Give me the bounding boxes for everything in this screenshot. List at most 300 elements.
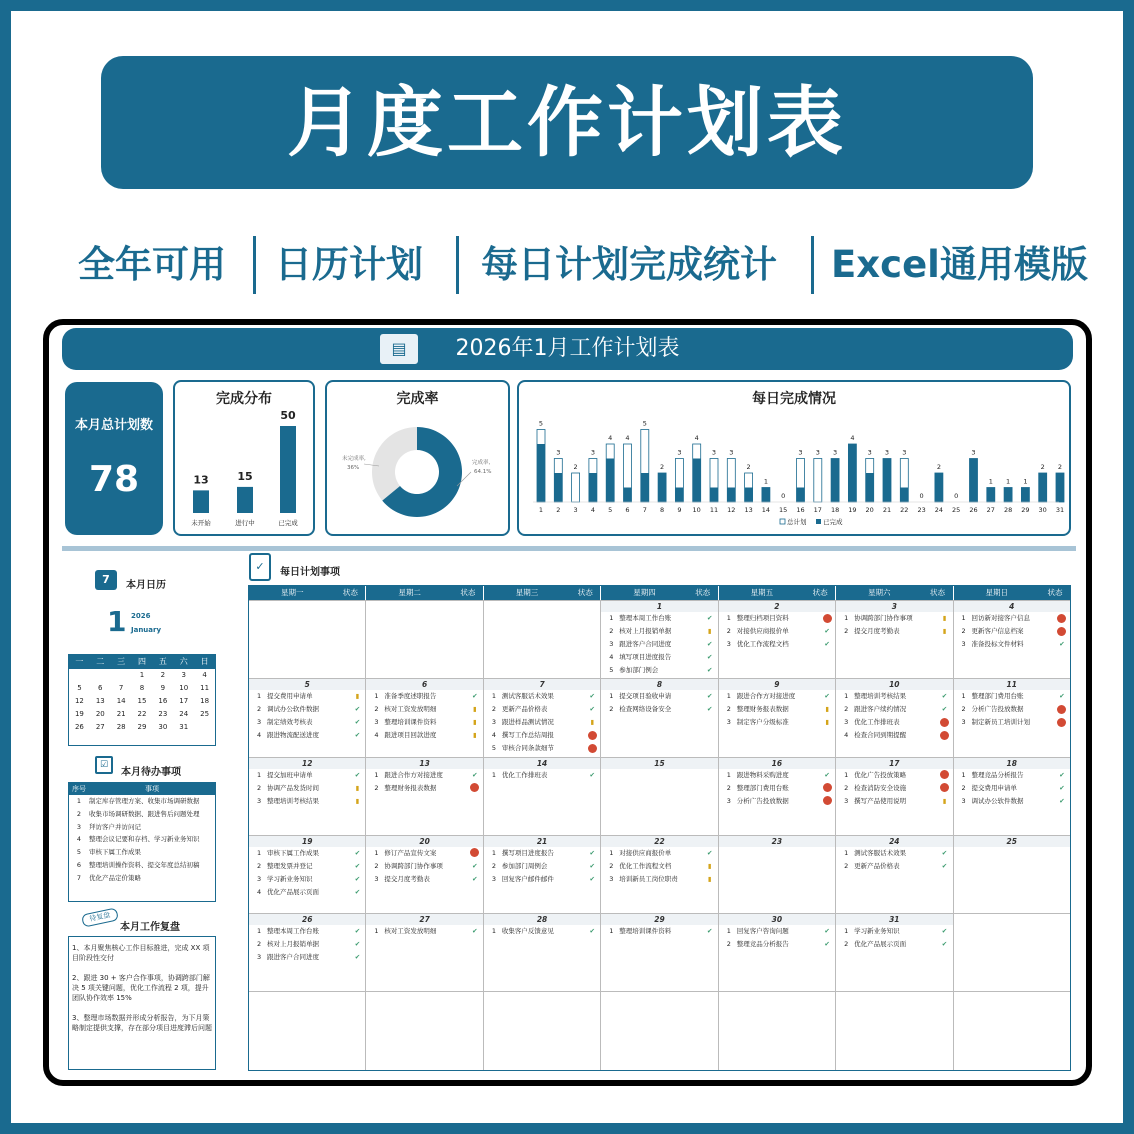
calendar-task-item[interactable] — [954, 716, 1070, 729]
daily-completion-title: 每日完成情况 — [752, 391, 836, 407]
calendar-day-number — [366, 914, 482, 925]
task-text: 整理培训考核结果 — [267, 796, 319, 805]
task-index: 3 — [844, 718, 849, 727]
overdue-icon — [937, 716, 953, 729]
mini-calendar-day[interactable]: 8 — [139, 684, 145, 692]
calendar-task-item[interactable] — [836, 860, 952, 873]
calendar-task-item[interactable] — [249, 925, 365, 938]
check-icon: ✔ — [589, 861, 595, 870]
calendar-task-item[interactable] — [484, 742, 600, 755]
calendar-task-item[interactable] — [719, 703, 835, 716]
daily-value-label: 5 — [642, 419, 647, 428]
total-plans-value: 78 — [88, 459, 140, 500]
todo-index: 7 — [76, 873, 82, 882]
calendar-day-cell[interactable] — [954, 914, 1070, 991]
task-index: 1 — [726, 927, 731, 936]
daily-done-bar — [1021, 488, 1029, 503]
mini-calendar-day[interactable] — [90, 669, 111, 682]
day-number: 2 — [774, 602, 780, 611]
mini-calendar-day[interactable]: 11 — [200, 684, 210, 692]
mini-calendar-day[interactable]: 27 — [95, 723, 105, 731]
calendar-task-item[interactable] — [601, 847, 717, 860]
calendar-task-item[interactable] — [954, 625, 1070, 638]
calendar-day-cell[interactable] — [836, 758, 953, 835]
todo-row[interactable] — [69, 846, 215, 859]
todo-row[interactable] — [69, 808, 215, 821]
todo-index: 4 — [76, 835, 82, 844]
calendar-task-item[interactable] — [366, 925, 482, 938]
review-paragraph: 1、本月聚焦核心工作目标推进，完成 XX 项目阶段性交付 — [72, 944, 210, 962]
calendar-task-item[interactable] — [249, 729, 365, 742]
task-text: 检查合同到期提醒 — [854, 731, 907, 740]
calendar-task-item[interactable] — [601, 873, 717, 886]
mini-calendar-day[interactable] — [111, 669, 132, 682]
check-icon: ✔ — [941, 692, 948, 701]
calendar-task-item[interactable] — [719, 638, 835, 651]
calendar-day-cell[interactable] — [954, 992, 1070, 1069]
calendar-day-cell[interactable] — [249, 758, 366, 835]
mini-calendar-day[interactable]: 9 — [160, 684, 166, 692]
calendar-day-number — [249, 914, 365, 925]
calendar-task-item[interactable] — [719, 769, 835, 782]
daily-value-label: 2 — [660, 463, 665, 471]
calendar-day-cell[interactable] — [719, 758, 836, 835]
distribution-category-label: 进行中 — [235, 519, 255, 527]
calendar-day-cell[interactable] — [836, 914, 953, 991]
calendar-task-item[interactable] — [249, 951, 365, 964]
day-number: 10 — [889, 680, 900, 690]
calendar-task-item[interactable] — [484, 925, 600, 938]
mini-calendar-day[interactable]: 7 — [118, 684, 124, 692]
day-number: 12 — [301, 758, 313, 768]
mini-calendar-day[interactable]: 13 — [95, 697, 105, 705]
calendar-task-item[interactable] — [836, 938, 952, 951]
calendar-task-item[interactable] — [249, 795, 365, 808]
daily-day-label: 25 — [952, 506, 961, 514]
task-text: 核对工资发放明细 — [384, 927, 437, 936]
calendar-task-item[interactable] — [954, 703, 1070, 716]
mini-calendar-week — [69, 721, 215, 734]
check-icon: ✔ — [941, 848, 948, 857]
donut-label-incomplete-value: 36% — [347, 465, 360, 471]
checklist-icon: ☑ — [95, 756, 113, 774]
calendar-task-item[interactable] — [954, 690, 1070, 703]
task-text: 培训新员工岗位职责 — [619, 874, 678, 883]
todo-row[interactable] — [69, 859, 215, 872]
calendar-task-item[interactable] — [601, 703, 717, 716]
overdue-icon — [467, 782, 483, 795]
daily-value-label: 4 — [694, 434, 699, 442]
mini-calendar-day[interactable]: 31 — [179, 723, 189, 731]
calendar-day-cell[interactable] — [836, 992, 953, 1069]
calendar-task-item[interactable] — [366, 873, 482, 886]
legend-done-label: 已完成 — [823, 518, 843, 526]
overdue-icon — [937, 729, 953, 742]
daily-day-label: 20 — [865, 506, 874, 514]
daily-done-bar — [727, 488, 735, 503]
task-index: 4 — [374, 731, 379, 740]
calendar-task-item[interactable] — [836, 925, 952, 938]
daily-day-label: 4 — [590, 506, 595, 514]
pending-icon: ▮ — [473, 705, 477, 714]
task-index: 2 — [609, 705, 614, 714]
calendar-task-item[interactable] — [484, 847, 600, 860]
calendar-day-number — [366, 679, 482, 690]
task-text: 整理竞品分析报告 — [736, 940, 789, 949]
calendar-day-cell[interactable] — [249, 836, 366, 913]
calendar-task-item[interactable] — [719, 716, 835, 729]
weekday-header: 三 — [117, 657, 126, 666]
calendar-day-cell[interactable] — [836, 679, 953, 756]
calendar-task-item[interactable] — [719, 690, 835, 703]
task-index: 1 — [374, 692, 379, 701]
mini-calendar-day[interactable]: 19 — [74, 710, 84, 718]
overdue-icon — [1054, 703, 1070, 716]
task-index: 3 — [609, 874, 614, 883]
mini-calendar-day[interactable]: 29 — [137, 723, 147, 731]
calendar-day-cell[interactable] — [601, 914, 718, 991]
overdue-icon — [584, 729, 600, 742]
mini-calendar-day[interactable] — [69, 669, 90, 682]
calendar-task-item[interactable] — [601, 690, 717, 703]
calendar-task-item[interactable] — [484, 716, 600, 729]
feature-label: 每日计划完成统计 — [481, 243, 777, 286]
calendar-day-cell[interactable] — [954, 601, 1070, 678]
mini-calendar-day[interactable]: 28 — [116, 723, 126, 731]
mini-calendar-week — [69, 669, 215, 682]
todo-row[interactable] — [69, 833, 215, 846]
calendar-day-cell[interactable] — [601, 758, 718, 835]
mini-calendar-day[interactable] — [194, 721, 215, 734]
task-text: 优化工作流程文档 — [736, 640, 789, 648]
calendar-task-item[interactable] — [249, 938, 365, 951]
calendar-task-item[interactable] — [601, 612, 717, 625]
calendar-task-item[interactable] — [601, 925, 717, 938]
mini-calendar-day[interactable]: 16 — [158, 697, 168, 705]
task-index: 3 — [961, 796, 966, 805]
review-box — [68, 936, 216, 1070]
todo-index: 2 — [76, 809, 82, 818]
task-index: 1 — [844, 848, 849, 857]
mini-calendar-day[interactable]: 14 — [116, 697, 126, 705]
todo-row[interactable] — [69, 821, 215, 834]
status-header: 状态 — [812, 588, 828, 597]
calendar-task-item[interactable] — [719, 782, 835, 795]
mini-calendar-day[interactable]: 12 — [74, 697, 84, 705]
mini-calendar-day[interactable]: 5 — [77, 684, 82, 692]
daily-day-label: 11 — [709, 506, 719, 514]
calendar-task-item[interactable] — [836, 625, 952, 638]
calendar-day-cell[interactable] — [719, 992, 836, 1069]
calendar-task-item[interactable] — [249, 782, 365, 795]
calendar-task-item[interactable] — [366, 769, 482, 782]
calendar-task-item[interactable] — [954, 795, 1070, 808]
calendar-icon-day: 7 — [102, 573, 110, 586]
calendar-task-item[interactable] — [366, 847, 482, 860]
task-text: 准备季度述职报告 — [384, 692, 437, 701]
mini-calendar-day[interactable]: 22 — [137, 710, 147, 718]
calendar-day-cell[interactable] — [836, 601, 953, 678]
calendar-task-item[interactable] — [836, 703, 952, 716]
calendar-day-cell[interactable] — [836, 836, 953, 913]
day-number: 25 — [1006, 836, 1017, 846]
check-icon: ✔ — [589, 692, 595, 701]
calendar-task-item[interactable] — [366, 860, 482, 873]
mini-calendar-day[interactable]: 17 — [179, 697, 189, 705]
daily-value-label: 3 — [833, 448, 838, 457]
daily-done-bar — [935, 473, 943, 502]
daily-done-bar — [848, 444, 856, 502]
todo-text: 制定库存管理方案、收集市场调研数据 — [89, 797, 200, 805]
daily-done-bar — [970, 459, 978, 503]
task-text: 测试客服话术效果 — [501, 692, 554, 701]
calendar-day-cell[interactable] — [484, 992, 601, 1069]
task-text: 整理培训课件资料 — [619, 927, 672, 936]
task-text: 核对上月报销单据 — [267, 940, 319, 949]
mini-calendar-day[interactable]: 30 — [158, 723, 168, 731]
calendar-day-cell[interactable] — [366, 992, 483, 1069]
mini-calendar-day[interactable]: 10 — [179, 684, 189, 692]
calendar-task-item[interactable] — [249, 769, 365, 782]
calendar-day-cell[interactable] — [249, 679, 366, 756]
task-text: 整理竞品分析报告 — [971, 770, 1024, 779]
pending-icon: ▮ — [590, 718, 595, 727]
calendar-day-number — [601, 601, 717, 612]
distribution-card — [173, 380, 315, 536]
task-text: 制定客户分级标准 — [736, 718, 789, 727]
calendar-week-row — [249, 991, 1070, 1069]
pending-icon: ▮ — [473, 718, 477, 727]
calendar-day-number — [601, 679, 717, 690]
task-text: 跟进客户合同进度 — [267, 953, 319, 962]
task-index: 3 — [961, 640, 966, 648]
calendar-task-item[interactable] — [601, 651, 717, 664]
calendar-day-cell[interactable] — [601, 836, 718, 913]
day-number: 7 — [539, 680, 545, 690]
task-index: 1 — [491, 692, 496, 701]
calendar-task-item[interactable] — [719, 612, 835, 625]
daily-done-bar — [900, 488, 908, 503]
weekday-header: 四 — [138, 657, 146, 666]
todo-index: 3 — [76, 822, 82, 831]
mini-calendar-day[interactable]: 3 — [181, 671, 186, 679]
completion-rate-title: 完成率 — [396, 391, 439, 407]
calendar-task-item[interactable] — [484, 703, 600, 716]
check-icon: ✔ — [941, 705, 948, 714]
task-index: 2 — [961, 627, 966, 635]
calendar-task-item[interactable] — [249, 886, 365, 899]
calendar-task-item[interactable] — [249, 703, 365, 716]
daily-value-label: 3 — [711, 448, 717, 457]
pending-icon: ▮ — [355, 796, 360, 805]
daily-day-label: 2 — [556, 506, 561, 514]
calendar-task-item[interactable] — [249, 716, 365, 729]
calendar-day-cell[interactable] — [366, 914, 483, 991]
calendar-task-item[interactable] — [366, 716, 482, 729]
day-number: 31 — [889, 915, 900, 925]
daily-day-label: 9 — [677, 506, 682, 514]
mini-calendar — [68, 654, 216, 746]
calendar-task-item[interactable] — [484, 769, 600, 782]
calendar-task-item[interactable] — [484, 729, 600, 742]
weekday-name: 星期四 — [633, 588, 656, 597]
calendar-task-item[interactable] — [954, 782, 1070, 795]
calendar-task-item[interactable] — [954, 638, 1070, 651]
calendar-task-item[interactable] — [836, 729, 952, 742]
calendar-day-cell[interactable] — [366, 758, 483, 835]
daily-day-label: 24 — [934, 506, 944, 514]
pending-icon: ▮ — [707, 861, 712, 870]
todo-row[interactable] — [69, 872, 215, 885]
daily-completion-card — [517, 380, 1071, 536]
calendar-day-cell[interactable] — [601, 992, 718, 1069]
calendar-day-cell[interactable] — [484, 914, 601, 991]
calendar-day-number — [366, 836, 482, 847]
calendar-day-number — [249, 679, 365, 690]
calendar-task-item[interactable] — [719, 795, 835, 808]
daily-value-label: 2 — [1057, 463, 1063, 471]
mini-calendar-day[interactable]: 2 — [160, 671, 166, 679]
task-text: 提交费用申请单 — [267, 692, 313, 701]
mini-calendar-day[interactable]: 15 — [137, 697, 147, 705]
pending-icon: ▮ — [942, 796, 947, 805]
task-index: 1 — [609, 848, 614, 857]
review-paragraph: 3、整理市场数据并形成分析报告，为下月策略制定提供支撑，存在部分项目进度滞后问题 — [72, 1014, 212, 1032]
calendar-task-item[interactable] — [249, 690, 365, 703]
daily-day-label: 26 — [969, 506, 978, 514]
daily-value-label: 3 — [590, 448, 595, 457]
mini-calendar-day[interactable]: 4 — [202, 671, 207, 679]
calendar-day-cell[interactable] — [249, 601, 366, 678]
calendar-task-item[interactable] — [249, 873, 365, 886]
calendar-day-number — [249, 836, 365, 847]
mini-calendar-day[interactable]: 6 — [98, 684, 103, 692]
feature-divider — [456, 236, 459, 294]
task-index: 1 — [726, 692, 731, 701]
review-paragraph: 2、跟进 30 + 客户合作事项，协调跨部门解决 5 项关键问题，优化工作流程 2 项，提升团队协作效率 15% — [72, 974, 210, 1002]
calendar-task-item[interactable] — [836, 782, 952, 795]
check-icon: ✔ — [706, 640, 713, 648]
calendar-task-item[interactable] — [484, 690, 600, 703]
calendar-task-item[interactable] — [836, 769, 952, 782]
calendar-day-cell[interactable] — [719, 914, 836, 991]
todo-header-index: 序号 — [72, 785, 86, 793]
calendar-task-item[interactable] — [836, 795, 952, 808]
mini-calendar-day[interactable]: 20 — [95, 710, 105, 718]
task-index: 2 — [257, 705, 262, 714]
calendar-day-cell[interactable] — [249, 914, 366, 991]
daily-done-bar — [866, 473, 874, 502]
daily-total-bar — [814, 459, 822, 503]
calendar-task-item[interactable] — [836, 612, 952, 625]
task-index: 3 — [257, 718, 262, 727]
calendar-day-cell[interactable] — [484, 836, 601, 913]
calendar-task-item[interactable] — [484, 873, 600, 886]
calendar-task-item[interactable] — [601, 860, 717, 873]
calendar-task-item[interactable] — [366, 703, 482, 716]
calendar-task-item[interactable] — [366, 782, 482, 795]
calendar-task-item[interactable] — [366, 729, 482, 742]
total-plans-label: 本月总计划数 — [74, 418, 153, 433]
calendar-day-cell[interactable] — [954, 758, 1070, 835]
calendar-day-cell[interactable] — [719, 601, 836, 678]
calendar-task-item[interactable] — [249, 860, 365, 873]
calendar-task-item[interactable] — [954, 612, 1070, 625]
calendar-day-cell[interactable] — [366, 601, 483, 678]
task-index: 1 — [491, 927, 496, 936]
mini-calendar-day[interactable]: 25 — [200, 710, 210, 718]
calendar-day-cell[interactable] — [601, 679, 718, 756]
todo-row[interactable] — [69, 795, 215, 808]
mini-calendar-day[interactable]: 24 — [179, 710, 189, 718]
calendar-task-item[interactable] — [954, 769, 1070, 782]
calendar-task-item[interactable] — [719, 625, 835, 638]
calendar-task-item[interactable] — [366, 690, 482, 703]
calendar-task-item[interactable] — [836, 690, 952, 703]
task-index: 1 — [609, 614, 614, 622]
mini-calendar-day[interactable]: 1 — [139, 671, 145, 679]
calendar-day-cell[interactable] — [366, 679, 483, 756]
calendar-task-item[interactable] — [719, 925, 835, 938]
pending-icon: ▮ — [825, 718, 829, 727]
day-number: 28 — [536, 915, 548, 925]
mini-calendar-day[interactable]: 21 — [116, 710, 126, 718]
todo-index: 5 — [76, 848, 82, 857]
task-text: 整理部门费用台账 — [971, 692, 1024, 701]
task-text: 审核下属工作成果 — [267, 848, 319, 857]
calendar-day-number — [954, 836, 1070, 847]
day-number: 27 — [419, 915, 430, 925]
weekday-header: 日 — [200, 657, 209, 666]
mini-calendar-day[interactable]: 18 — [200, 697, 210, 705]
calendar-day-cell[interactable] — [366, 836, 483, 913]
mini-calendar-day[interactable]: 26 — [74, 723, 84, 731]
calendar-day-number — [484, 836, 600, 847]
mini-calendar-title: 本月日历 — [126, 580, 166, 591]
calendar-day-cell[interactable] — [954, 836, 1070, 913]
calendar-day-cell[interactable] — [249, 992, 366, 1069]
day-number: 11 — [1006, 680, 1017, 690]
mini-calendar-day[interactable]: 23 — [158, 710, 168, 718]
calendar-task-item[interactable] — [601, 638, 717, 651]
calendar-day-cell[interactable] — [484, 679, 601, 756]
check-icon: ✔ — [472, 874, 478, 883]
pending-icon: ▮ — [707, 627, 712, 635]
calendar-day-cell[interactable] — [719, 679, 836, 756]
daily-value-label: 1 — [1023, 477, 1028, 486]
calendar-task-item[interactable] — [719, 938, 835, 951]
calendar-week-row — [249, 600, 1070, 678]
calendar-task-item[interactable] — [836, 847, 952, 860]
daily-value-label: 3 — [677, 448, 682, 457]
calendar-day-number — [719, 679, 835, 690]
task-index: 2 — [726, 940, 731, 949]
overdue-icon — [1054, 625, 1070, 638]
calendar-day-cell[interactable] — [601, 601, 718, 678]
calendar-day-cell[interactable] — [484, 758, 601, 835]
calendar-day-cell[interactable] — [719, 836, 836, 913]
calendar-task-item[interactable] — [601, 664, 717, 677]
calendar-task-item[interactable] — [249, 847, 365, 860]
calendar-day-cell[interactable] — [954, 679, 1070, 756]
task-text: 撰写产品使用说明 — [854, 796, 907, 805]
daily-value-label: 2 — [936, 463, 941, 471]
calendar-task-item[interactable] — [601, 625, 717, 638]
calendar-task-item[interactable] — [836, 716, 952, 729]
calendar-day-cell[interactable] — [484, 601, 601, 678]
calendar-task-item[interactable] — [484, 860, 600, 873]
review-badge: 待复盘 — [81, 907, 119, 927]
